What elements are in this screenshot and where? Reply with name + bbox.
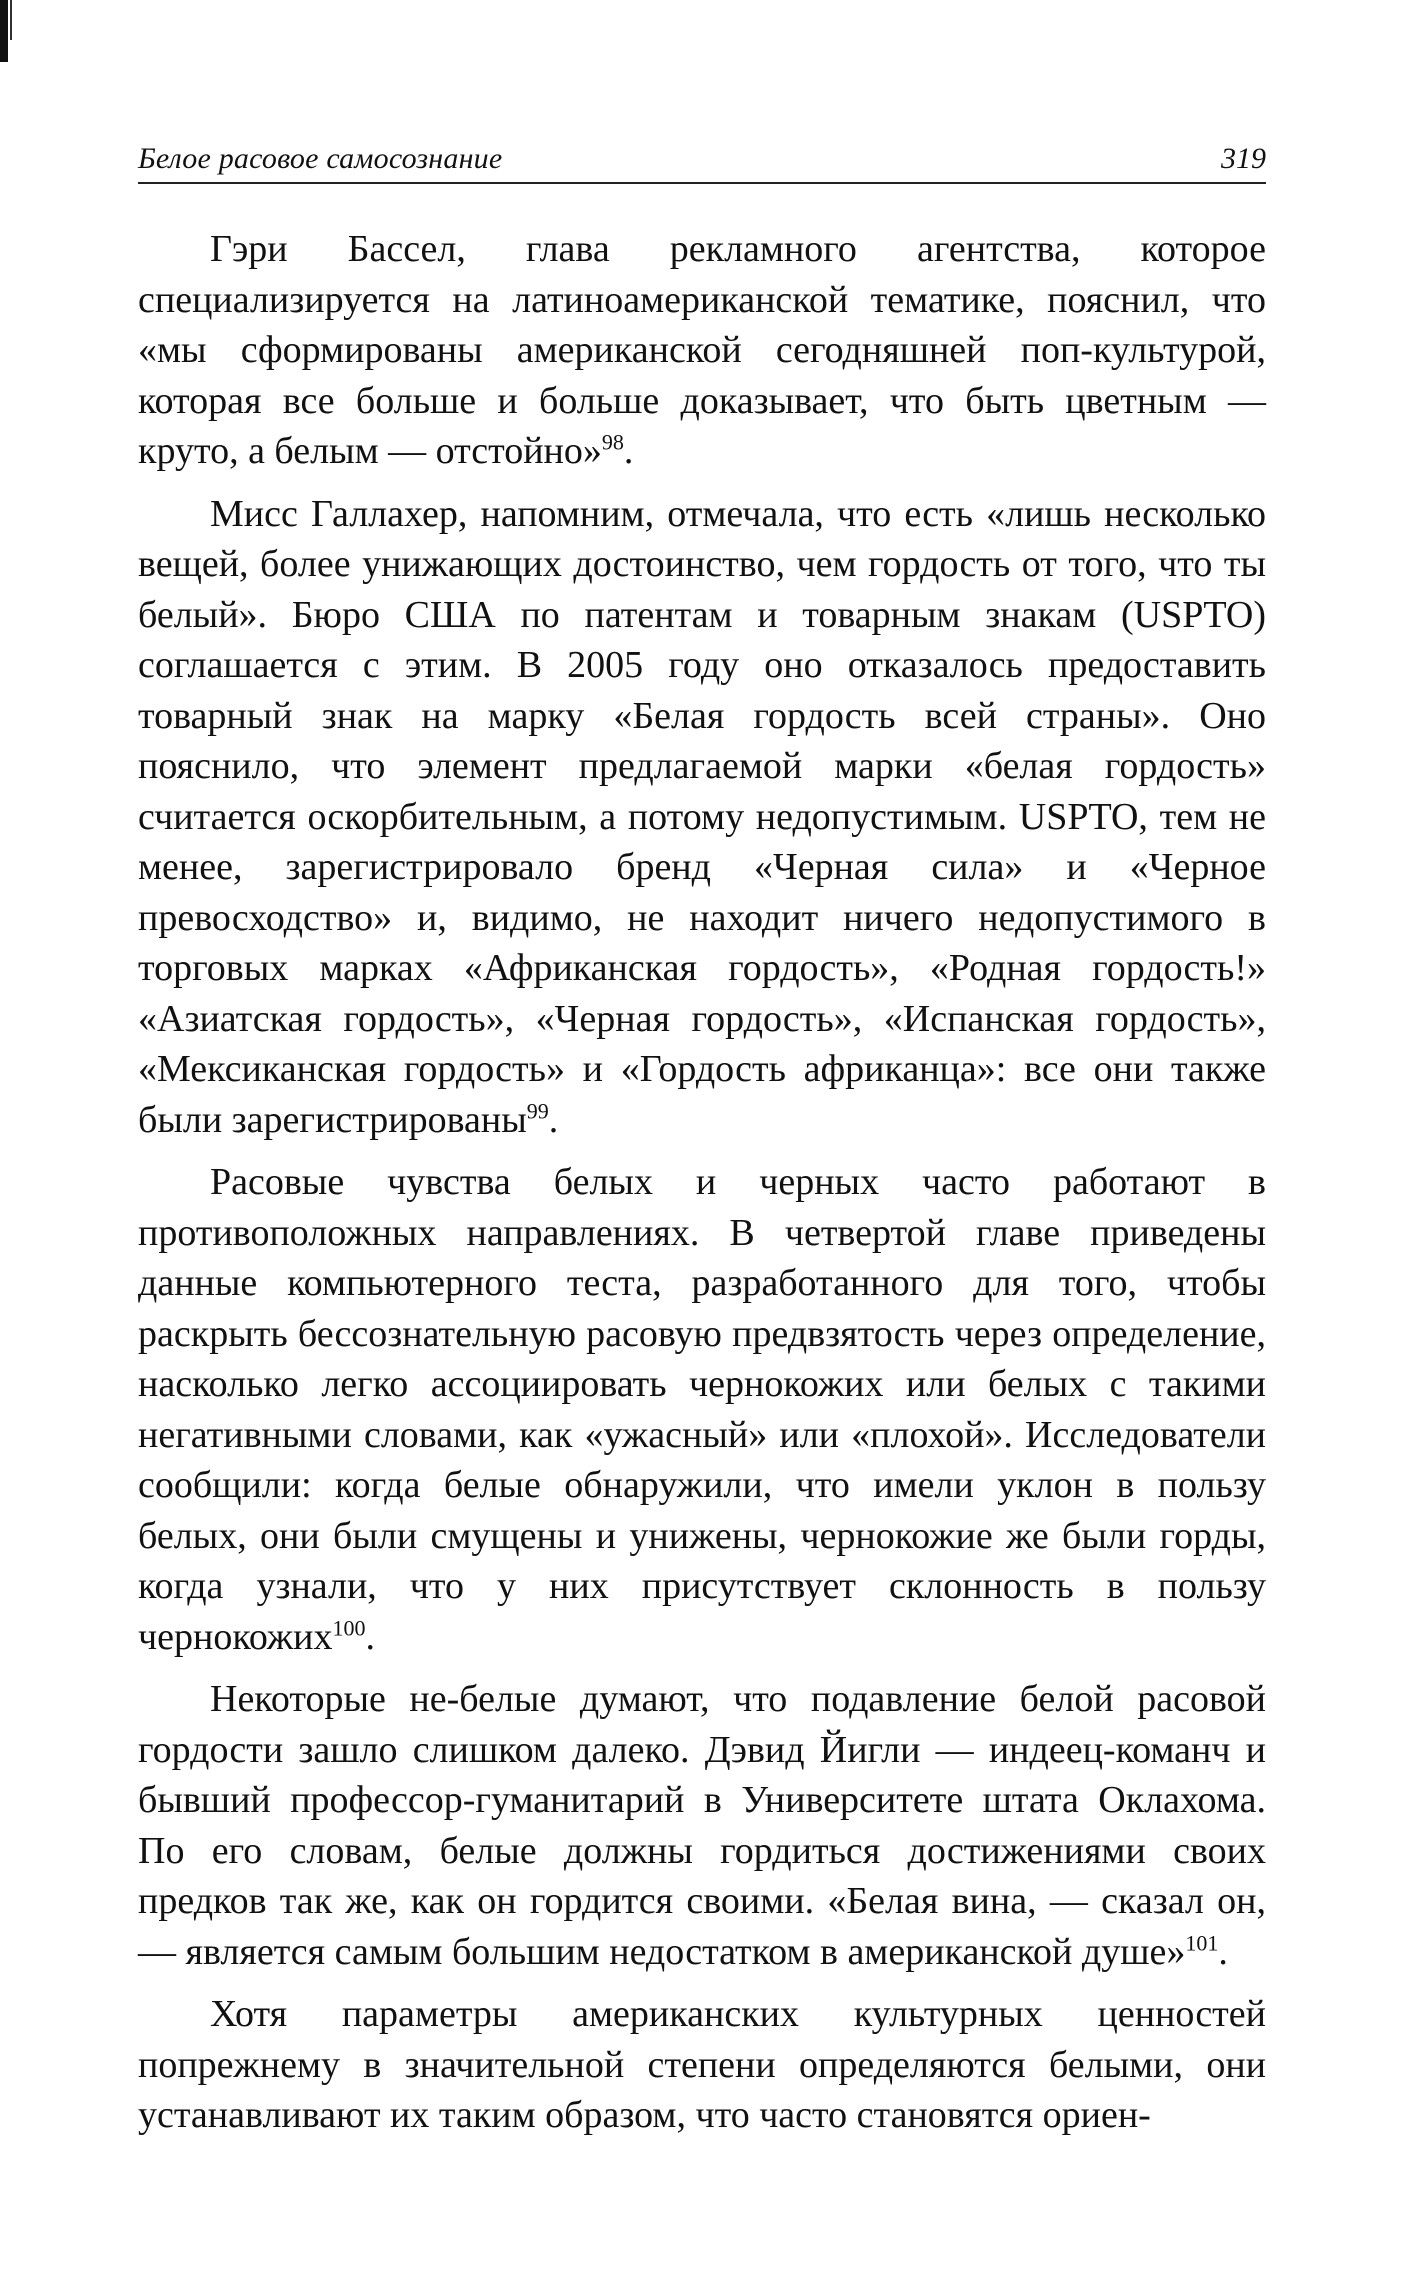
body-text xyxy=(138,224,1266,2153)
scan-edge-mark xyxy=(0,0,8,62)
paragraph-tail: . xyxy=(1218,1930,1228,1973)
paragraph-tail: . xyxy=(623,430,634,472)
footnote-ref: 99 xyxy=(526,1097,549,1123)
paragraph-3 xyxy=(138,1157,1266,1662)
paragraph-text: Гэри Бассел, глава рекламного агентства, которое специализируется на латиноамериканской тематике, пояснил, что «мы сформированы американской сегодняшней поп-культурой, которая все больше и больше доказывает, что быть цветным — круто, а белым — отстойно» xyxy=(138,228,1266,472)
running-head xyxy=(138,140,1266,184)
paragraph-tail: . xyxy=(548,1098,559,1141)
paragraph-tail: . xyxy=(365,1615,375,1658)
paragraph-1 xyxy=(138,224,1266,477)
paragraph-2 xyxy=(138,489,1266,1146)
running-title: Белое расовое самосознание xyxy=(138,142,503,175)
footnote-ref: 101 xyxy=(1185,1929,1219,1955)
paragraph-5 xyxy=(138,1989,1266,2141)
paragraph-text: Расовые чувства белых и черных часто работают в противоположных направлениях. В четвертой главе приведены данные компьютерного теста, разработанного для того, чтобы раскрыть бессознательную расовую предвзятость через определение, насколько легко ассоциировать чернокожих или белых с такими негативными словами, как «ужасный» или «плохой». Исследователи сообщили: когда белые обнаружили, что имели уклон в пользу белых, они были смущены и унижены, чернокожие же были горды, когда узнали, что у них присутствует склонность в пользу чернокожих xyxy=(138,1161,1266,1658)
footnote-ref: 98 xyxy=(601,429,624,455)
paragraph-text: Хотя параметры американских культурных ценностей попрежнему в значительной степени определяются белыми, они устанавливают их таким образом, что часто становятся ориен- xyxy=(138,1993,1266,2136)
paragraph-text: Мисс Галлахер, напомним, отмечала, что есть «лишь несколько вещей, более унижающих достоинство, чем гордость от того, что ты белый». Бюро США по патентам и товарным знакам (USPTO) соглашается с этим. В 2005 году оно отказалось предоставить товарный знак на марку «Белая гордость всей страны». Оно пояснило, что элемент предлагаемой марки «белая гордость» считается оскорбительным, а потому недопустимым. USPTO, тем не менее, зарегистрировало бренд «Черная сила» и «Черное превосходство» и, видимо, не находит ничего недопустимого в торговых марках «Африканская гордость», «Родная гордость!» «Азиатская гордость», «Черная гордость», «Испанская гордость», «Мексиканская гордость» и «Гордость африканца»: все они также были зарегистрированы xyxy=(138,492,1266,1141)
page-number: 319 xyxy=(1221,142,1266,175)
footnote-ref: 100 xyxy=(332,1614,366,1640)
paragraph-text: Некоторые не-белые думают, что подавление белой расовой гордости зашло слишком далеко. Дэвид Йигли — индеец-команч и бывший профессор-гуманитарий в Университете штата Оклахома. По его словам, белые должны гордиться достижениями своих предков так же, как он гордится своими. «Белая вина, — сказал он, — является самым большим недостатком в американской душе» xyxy=(138,1678,1266,1973)
paragraph-4 xyxy=(138,1674,1266,1977)
scan-edge-mark-thin xyxy=(10,0,12,40)
